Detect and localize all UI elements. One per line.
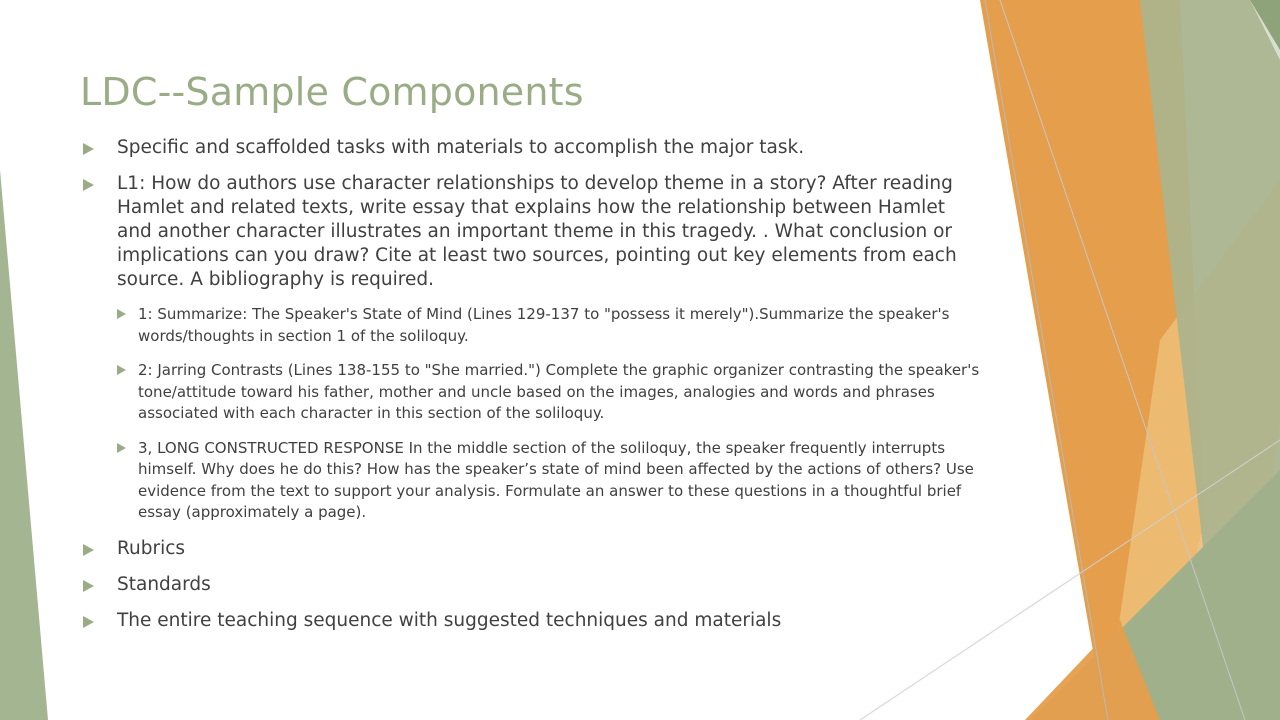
sub-bullet-item xyxy=(117,360,980,425)
left-green-triangle xyxy=(0,170,48,720)
bullet-item xyxy=(80,172,980,292)
bullet-arrow-icon xyxy=(83,179,94,191)
bullet-arrow-icon xyxy=(117,443,126,453)
bullet-text: Standards xyxy=(117,573,211,595)
bullet-text: L1: How do authors use character relationships to develop theme in a story? After reading Hamlet and related texts, write essay that explains how the relationship between Hamlet and another character illustrates an important theme in this tragedy. . What conclusion or implications can you draw? Cite at least two sources, pointing out key elements from each source. A bibliography is required. xyxy=(117,173,957,290)
bullet-item xyxy=(80,136,980,160)
bullet-item xyxy=(80,573,980,597)
slide-title: LDC--Sample Components xyxy=(80,70,584,114)
sub-bullet-item xyxy=(117,438,980,524)
sub-bullet-text: 2: Jarring Contrasts (Lines 138-155 to "She married.") Complete the graphic organizer contrasting the speaker's tone/attitude toward his father, mother and uncle based on the images, analogies and words and phrases associated with each character in this section of the soliloquy. xyxy=(138,361,980,422)
bullet-arrow-icon xyxy=(83,616,94,628)
bullet-text: The entire teaching sequence with suggested techniques and materials xyxy=(117,609,782,631)
sub-bullet-text: 3, LONG CONSTRUCTED RESPONSE In the middle section of the soliloquy, the speaker frequently interrupts himself. Why does he do this? How has the speaker’s state of mind been affected by the actions of others? Use evidence from the text to support your analysis. Formulate an answer to these questions in a thoughtful brief essay (approximately a page). xyxy=(138,438,974,521)
bullet-text: Rubrics xyxy=(117,537,186,559)
bullet-arrow-icon xyxy=(83,143,94,155)
sub-bullet-item xyxy=(117,304,980,347)
bullet-arrow-icon xyxy=(117,309,126,319)
sub-bullet-text: 1: Summarize: The Speaker's State of Mind (Lines 129-137 to "possess it merely").Summarize the speaker's words/thoughts in section 1 of the soliloquy. xyxy=(138,305,950,345)
bullet-text: Specific and scaffolded tasks with materials to accomplish the major task. xyxy=(117,137,805,158)
bullet-item xyxy=(80,609,980,633)
bullet-arrow-icon xyxy=(83,544,94,556)
slide-content xyxy=(80,136,980,645)
bullet-item xyxy=(80,537,980,561)
bullet-arrow-icon xyxy=(117,365,126,375)
bullet-arrow-icon xyxy=(83,580,94,592)
